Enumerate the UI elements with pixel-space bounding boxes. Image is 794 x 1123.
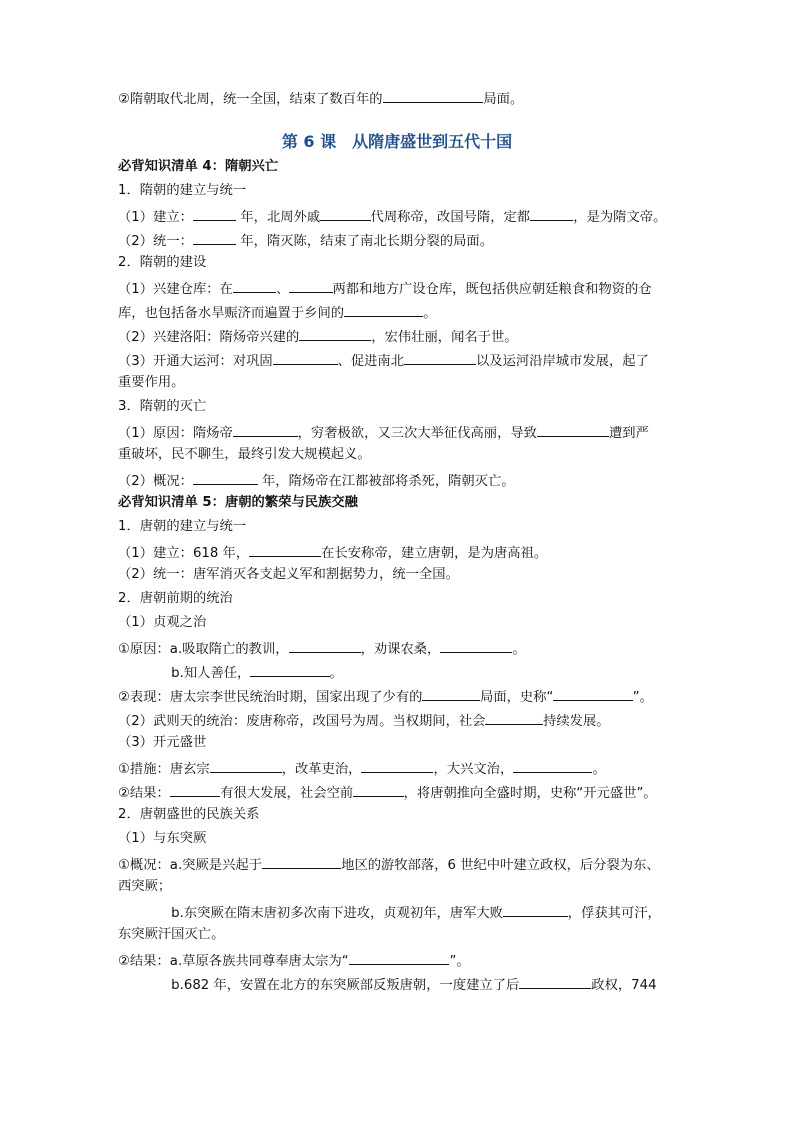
- fill-in-blank[interactable]: [404, 350, 476, 365]
- text-line: b.682 年，安置在北方的东突厥部反叛唐朝，一度建立了后 政权，744: [118, 974, 657, 996]
- text-line: 1．唐朝的建立与统一: [118, 519, 247, 534]
- text-line: （2）统一：唐军消灭各支起义军和割据势力，统一全国。: [118, 567, 459, 582]
- text-line: b.东突厥在隋末唐初多次南下进攻，贞观初年，唐军大败 ，俘获其可汗，: [118, 902, 661, 924]
- fill-in-blank[interactable]: [553, 686, 632, 701]
- fill-in-blank[interactable]: [440, 638, 512, 653]
- text-line: 西突厥；: [118, 879, 172, 894]
- text-line: ②结果： 有很大发展，社会空前 ，将唐朝推向全盛时期，史称“开元盛世”。: [118, 782, 657, 804]
- fill-in-blank[interactable]: [383, 88, 484, 103]
- fill-in-blank[interactable]: [503, 902, 568, 917]
- fill-in-blank[interactable]: [273, 350, 338, 365]
- text-line: （1）贞观之治: [118, 615, 207, 630]
- text-line: （1）建立：618 年， 在长安称帝，建立唐朝，是为唐高祖。: [118, 542, 547, 564]
- text-line: 重破坏，民不聊生，最终引发大规模起义。: [118, 447, 371, 462]
- text-line: ①概况：a.突厥是兴起于 地区的游牧部落，6 世纪中叶建立政权，后分裂为东、: [118, 854, 660, 876]
- text-line: （1）原因：隋炀帝 ，穷奢极欲，又三次大举征伐高丽，导致 遭到严: [118, 422, 649, 444]
- section-heading: 必背知识清单 4：隋朝兴亡: [118, 159, 279, 174]
- fill-in-blank[interactable]: [361, 758, 433, 773]
- fill-in-blank[interactable]: [233, 422, 298, 437]
- text-line: （2）统一： 年，隋灭陈，结束了南北长期分裂的局面。: [118, 230, 493, 252]
- lesson-title: 第 6 课 从隋唐盛世到五代十国: [281, 132, 513, 151]
- fill-in-blank[interactable]: [210, 758, 282, 773]
- text-line: ①措施：唐玄宗 ，改革吏治， ，大兴文治， 。: [118, 758, 606, 780]
- text-line: 2．唐朝盛世的民族关系: [118, 807, 260, 822]
- fill-in-blank[interactable]: [344, 302, 423, 317]
- fill-in-blank[interactable]: [170, 782, 220, 797]
- text-line: （1）建立： 年，北周外戚 代周称帝，改国号隋，定都 ，是为隋文帝。: [118, 206, 666, 228]
- fill-in-blank[interactable]: [537, 422, 609, 437]
- fill-in-blank[interactable]: [519, 974, 591, 989]
- text-line: 东突厥汗国灭亡。: [118, 927, 225, 942]
- text-line: （2）兴建洛阳：隋炀帝兴建的 ，宏伟壮丽，闻名于世。: [118, 326, 518, 348]
- fill-in-blank[interactable]: [289, 278, 332, 293]
- text-line: 2．隋朝的建设: [118, 255, 207, 270]
- fill-in-blank[interactable]: [193, 230, 236, 245]
- fill-in-blank[interactable]: [289, 638, 361, 653]
- fill-in-blank[interactable]: [193, 206, 236, 221]
- text-line: （1）兴建仓库：在 、 两都和地方广设仓库，既包括供应朝廷粮食和物资的仓: [118, 278, 652, 300]
- fill-in-blank[interactable]: [422, 686, 480, 701]
- text-line: （1）与东突厥: [118, 831, 207, 846]
- text-line: （2）武则天的统治：废唐称帝，改国号为周。当权期间，社会 持续发展。: [118, 710, 610, 732]
- fill-in-blank[interactable]: [193, 470, 258, 485]
- text-line: 重要作用。: [118, 375, 185, 390]
- text-line: ②隋朝取代北周，统一全国，结束了数百年的 局面。: [118, 88, 523, 110]
- fill-in-blank[interactable]: [320, 206, 370, 221]
- fill-in-blank[interactable]: [513, 758, 592, 773]
- text-line: 3．隋朝的灭亡: [118, 399, 207, 414]
- fill-in-blank[interactable]: [233, 278, 276, 293]
- fill-in-blank[interactable]: [349, 950, 450, 965]
- text-line: 2．唐朝前期的统治: [118, 591, 233, 606]
- text-line: ②结果：a.草原各族共同尊奉唐太宗为“ ”。: [118, 950, 470, 972]
- text-line: ②表现：唐太宗李世民统治时期，国家出现了少有的 局面，史称“ ”。: [118, 686, 653, 708]
- section-heading: 必背知识清单 5：唐朝的繁荣与民族交融: [118, 495, 358, 510]
- fill-in-blank[interactable]: [250, 662, 329, 677]
- text-line: 库，也包括备水旱赈济而遍置于乡间的 。: [118, 302, 437, 324]
- text-line: （2）概况： 年，隋炀帝在江都被部将杀死，隋朝灭亡。: [118, 470, 515, 492]
- text-line: （3）开元盛世: [118, 735, 207, 750]
- fill-in-blank[interactable]: [353, 782, 403, 797]
- fill-in-blank[interactable]: [530, 206, 573, 221]
- fill-in-blank[interactable]: [485, 710, 543, 725]
- text-line: ①原因：a.吸取隋亡的教训， ，劝课农桑， 。: [118, 638, 526, 660]
- fill-in-blank[interactable]: [299, 326, 371, 341]
- fill-in-blank[interactable]: [262, 854, 341, 869]
- fill-in-blank[interactable]: [249, 542, 321, 557]
- text-line: （3）开通大运河：对巩固 、促进南北 以及运河沿岸城市发展，起了: [118, 350, 649, 372]
- text-line: 1．隋朝的建立与统一: [118, 183, 247, 198]
- text-line: b.知人善任， 。: [118, 662, 343, 684]
